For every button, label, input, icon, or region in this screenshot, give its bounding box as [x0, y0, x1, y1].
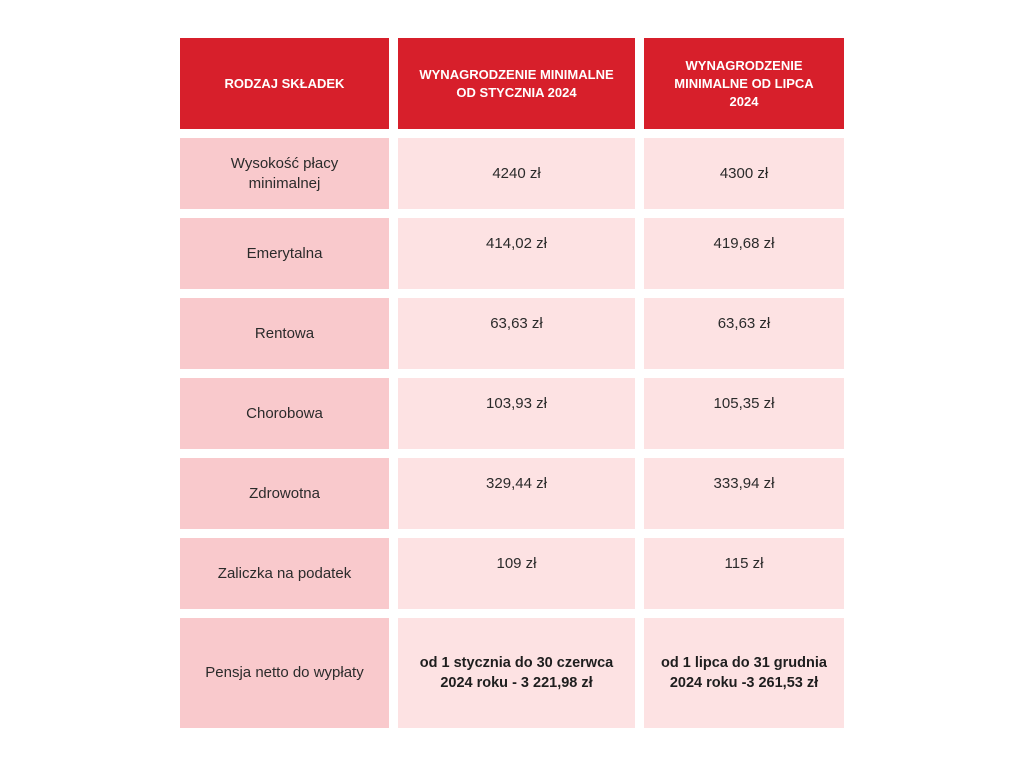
table-row: [180, 298, 844, 369]
table-row: [180, 538, 844, 609]
value-july: 4300 zł: [644, 138, 844, 209]
row-label: Pensja netto do wypłaty: [180, 618, 389, 728]
value-january: 329,44 zł: [398, 458, 635, 529]
value-july: 115 zł: [644, 538, 844, 609]
row-label: Zaliczka na podatek: [180, 538, 389, 609]
row-label: Zdrowotna: [180, 458, 389, 529]
table-row: [180, 378, 844, 449]
table-row-net-salary: [180, 618, 844, 728]
row-label: Chorobowa: [180, 378, 389, 449]
value-january: 103,93 zł: [398, 378, 635, 449]
header-wage-january-2024: WYNAGRODZENIE MINIMALNE OD STYCZNIA 2024: [398, 38, 635, 129]
value-january: 63,63 zł: [398, 298, 635, 369]
value-july: 419,68 zł: [644, 218, 844, 289]
net-salary-january: od 1 stycznia do 30 czerwca 2024 roku - 3 221,98 zł: [398, 618, 635, 728]
table-header-row: [180, 38, 844, 129]
table-row: [180, 138, 844, 209]
value-july: 333,94 zł: [644, 458, 844, 529]
header-wage-july-2024: WYNAGRODZENIE MINIMALNE OD LIPCA 2024: [644, 38, 844, 129]
contributions-table: [180, 38, 844, 737]
value-january: 109 zł: [398, 538, 635, 609]
row-label: Emerytalna: [180, 218, 389, 289]
value-january: 414,02 zł: [398, 218, 635, 289]
value-january: 4240 zł: [398, 138, 635, 209]
table-row: [180, 218, 844, 289]
value-july: 63,63 zł: [644, 298, 844, 369]
header-contribution-type: RODZAJ SKŁADEK: [180, 38, 389, 129]
value-july: 105,35 zł: [644, 378, 844, 449]
table-row: [180, 458, 844, 529]
net-salary-july: od 1 lipca do 31 grudnia 2024 roku -3 261,53 zł: [644, 618, 844, 728]
row-label: Wysokość płacy minimalnej: [180, 138, 389, 209]
row-label: Rentowa: [180, 298, 389, 369]
